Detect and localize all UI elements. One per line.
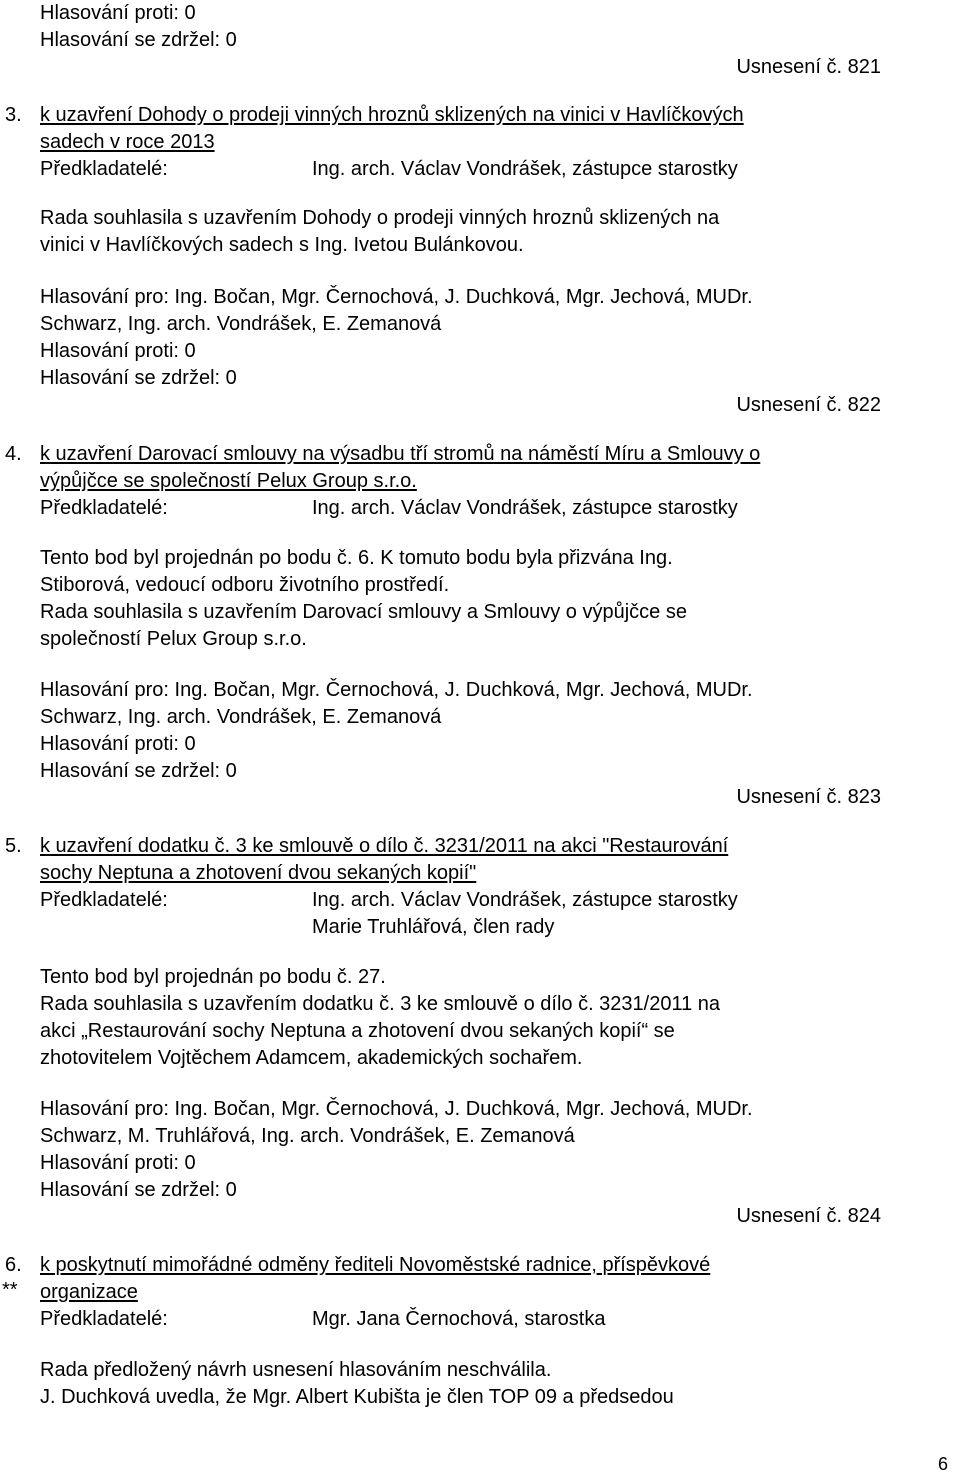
item-number: 5.: [5, 835, 22, 857]
item-title-cont: sadech v roce 2013: [40, 131, 215, 153]
resolution-number: Usnesení č. 824: [736, 1205, 881, 1227]
presenter-value: Ing. arch. Václav Vondrášek, zástupce starostky: [312, 497, 738, 519]
presenter-line: [40, 1306, 605, 1333]
vote-against: Hlasování proti: 0: [40, 1152, 196, 1174]
decision-text: Rada souhlasila s uzavřením dodatku č. 3 ke smlouvě o dílo č. 3231/2011 na: [40, 993, 721, 1015]
vote-for: Hlasování pro: Ing. Bočan, Mgr. Černochová, J. Duchková, Mgr. Jechová, MUDr.: [40, 1098, 753, 1120]
decision-text-cont: vinici v Havlíčkových sadech s Ing. Ivetou Bulánkovou.: [40, 234, 524, 256]
decision-text: Rada souhlasila s uzavřením Dohody o prodeji vinných hroznů sklizených na: [40, 207, 720, 229]
item-mark: **: [2, 1279, 18, 1301]
item-title: k poskytnutí mimořádné odměny řediteli Novoměstské radnice, příspěvkové: [40, 1254, 711, 1276]
vote-against: Hlasování proti: 0: [40, 733, 196, 755]
presenter-value: Ing. arch. Václav Vondrášek, zástupce starostky: [312, 889, 738, 911]
item-title-cont: výpůjčce se společností Pelux Group s.r.o.: [40, 470, 417, 492]
resolution-number: Usnesení č. 821: [736, 56, 881, 78]
presenter-line: [40, 495, 738, 522]
presenter-line: [40, 156, 738, 183]
presenter-value: Marie Truhlářová, člen rady: [312, 916, 555, 938]
item-title: k uzavření Darovací smlouvy na výsadbu tří stromů na náměstí Míru a Smlouvy o: [40, 443, 761, 465]
decision-text: Rada předložený návrh usnesení hlasováním neschválila.: [40, 1359, 552, 1381]
decision-text-cont: společností Pelux Group s.r.o.: [40, 628, 307, 650]
item-number: 4.: [5, 443, 22, 465]
decision-text-cont: zhotovitelem Vojtěchem Adamcem, akademických sochařem.: [40, 1047, 583, 1069]
vote-for-cont: Schwarz, Ing. arch. Vondrášek, E. Zemanová: [40, 706, 442, 728]
presenter-line: [40, 887, 738, 914]
presenter-label: Předkladatelé:: [40, 158, 168, 180]
vote-abstain: Hlasování se zdržel: 0: [40, 760, 237, 782]
note-text-cont: Stiborová, vedoucí odboru životního prostředí.: [40, 574, 450, 596]
item-title: k uzavření Dohody o prodeji vinných hroznů sklizených na vinici v Havlíčkových: [40, 104, 744, 126]
item-title-cont: organizace: [40, 1281, 138, 1303]
vote-for: Hlasování pro: Ing. Bočan, Mgr. Černochová, J. Duchková, Mgr. Jechová, MUDr.: [40, 679, 753, 701]
vote-for-cont: Schwarz, M. Truhlářová, Ing. arch. Vondrášek, E. Zemanová: [40, 1125, 575, 1147]
vote-against: Hlasování proti: 0: [40, 340, 196, 362]
decision-text: Rada souhlasila s uzavřením Darovací smlouvy a Smlouvy o výpůjčce se: [40, 601, 687, 623]
presenter-value: Ing. arch. Václav Vondrášek, zástupce starostky: [312, 158, 738, 180]
resolution-number: Usnesení č. 822: [736, 394, 881, 416]
note-text: Tento bod byl projednán po bodu č. 6. K tomuto bodu byla přizvána Ing.: [40, 547, 673, 569]
item-number: 6.: [5, 1254, 22, 1276]
vote-against: Hlasování proti: 0: [40, 2, 196, 24]
item-number: 3.: [5, 104, 22, 126]
presenter-line-2: [40, 914, 554, 941]
item-title-cont: sochy Neptuna a zhotovení dvou sekaných kopií": [40, 862, 477, 884]
vote-abstain: Hlasování se zdržel: 0: [40, 29, 237, 51]
vote-abstain: Hlasování se zdržel: 0: [40, 367, 237, 389]
page-number: 6: [937, 1454, 948, 1474]
item-title: k uzavření dodatku č. 3 ke smlouvě o dílo č. 3231/2011 na akci "Restaurování: [40, 835, 729, 857]
decision-text-cont: akci „Restaurování sochy Neptuna a zhotovení dvou sekaných kopií“ se: [40, 1020, 675, 1042]
resolution-number: Usnesení č. 823: [736, 786, 881, 808]
presenter-label: Předkladatelé:: [40, 1308, 168, 1330]
vote-for: Hlasování pro: Ing. Bočan, Mgr. Černochová, J. Duchková, Mgr. Jechová, MUDr.: [40, 286, 753, 308]
note-text: J. Duchková uvedla, že Mgr. Albert Kubišta je člen TOP 09 a předsedou: [40, 1386, 674, 1408]
presenter-label: Předkladatelé:: [40, 889, 168, 911]
presenter-label: Předkladatelé:: [40, 497, 168, 519]
vote-abstain: Hlasování se zdržel: 0: [40, 1179, 237, 1201]
presenter-value: Mgr. Jana Černochová, starostka: [312, 1308, 606, 1330]
vote-for-cont: Schwarz, Ing. arch. Vondrášek, E. Zemanová: [40, 313, 442, 335]
note-text: Tento bod byl projednán po bodu č. 27.: [40, 966, 386, 988]
